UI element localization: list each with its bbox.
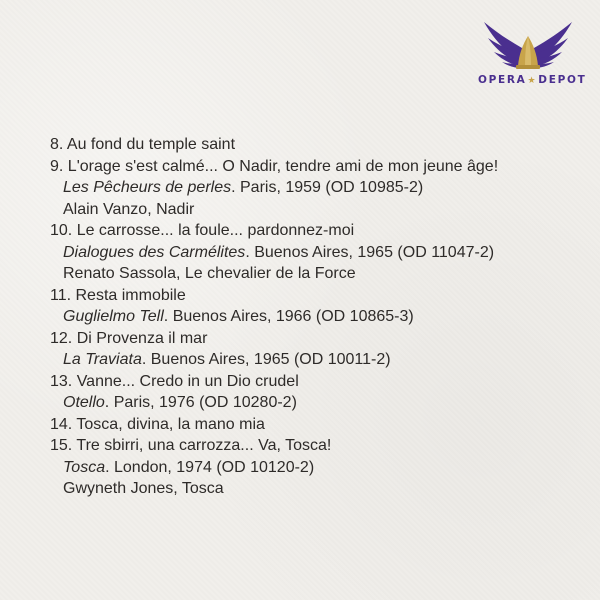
- recording-info: . Paris, 1976 (OD 10280-2): [104, 394, 297, 411]
- track-title: 13. Vanne... Credo in un Dio crudel: [50, 372, 299, 390]
- track-title: 11. Resta immobile: [50, 286, 186, 304]
- logo-word-opera: OPERA: [478, 74, 527, 86]
- track-list: [50, 134, 570, 500]
- recording-info: . London, 1974 (OD 10120-2): [105, 458, 315, 476]
- star-icon: ★: [527, 76, 538, 86]
- track-title: 15. Tre sbirri, una carrozza... Va, Tosca!: [50, 437, 332, 454]
- winged-helmet-icon: [478, 18, 578, 76]
- logo-word-depot: DEPOT: [538, 74, 587, 86]
- logo-text: [478, 74, 587, 87]
- work-title: Otello: [63, 394, 105, 411]
- work-title: Tosca: [63, 458, 106, 476]
- recording-info: . Buenos Aires, 1965 (OD 10011-2): [141, 351, 391, 368]
- track-source: [50, 306, 570, 328]
- track-artist: Alain Vanzo, Nadir: [63, 200, 195, 218]
- work-title: La Traviata: [63, 351, 142, 368]
- track-title: 12. Di Provenza il mar: [50, 329, 208, 347]
- track-title: 9. L'orage s'est calmé... O Nadir, tendre ami de mon jeune âge!: [50, 157, 499, 175]
- recording-info: . Buenos Aires, 1965 (OD 11047-2): [245, 243, 495, 261]
- track-source: [50, 349, 570, 371]
- track-source: [50, 177, 570, 199]
- track-source: [50, 392, 570, 414]
- track-title: 10. Le carrosse... la foule... pardonnez-moi: [50, 222, 355, 239]
- recording-info: . Buenos Aires, 1966 (OD 10865-3): [163, 308, 414, 325]
- work-title: Les Pêcheurs de perles: [63, 179, 232, 196]
- recording-info: . Paris, 1959 (OD 10985-2): [231, 179, 424, 196]
- opera-depot-logo: [478, 18, 587, 93]
- track-artist: Renato Sassola, Le chevalier de la Force: [63, 265, 356, 282]
- work-title: Dialogues des Carmélites: [63, 243, 246, 261]
- work-title: Guglielmo Tell: [63, 308, 164, 325]
- track-title: 8. Au fond du temple saint: [50, 136, 236, 153]
- track-artist: Gwyneth Jones, Tosca: [63, 480, 224, 497]
- track-title: 14. Tosca, divina, la mano mia: [50, 415, 265, 433]
- track-source: [50, 242, 570, 264]
- track-source: [50, 457, 570, 479]
